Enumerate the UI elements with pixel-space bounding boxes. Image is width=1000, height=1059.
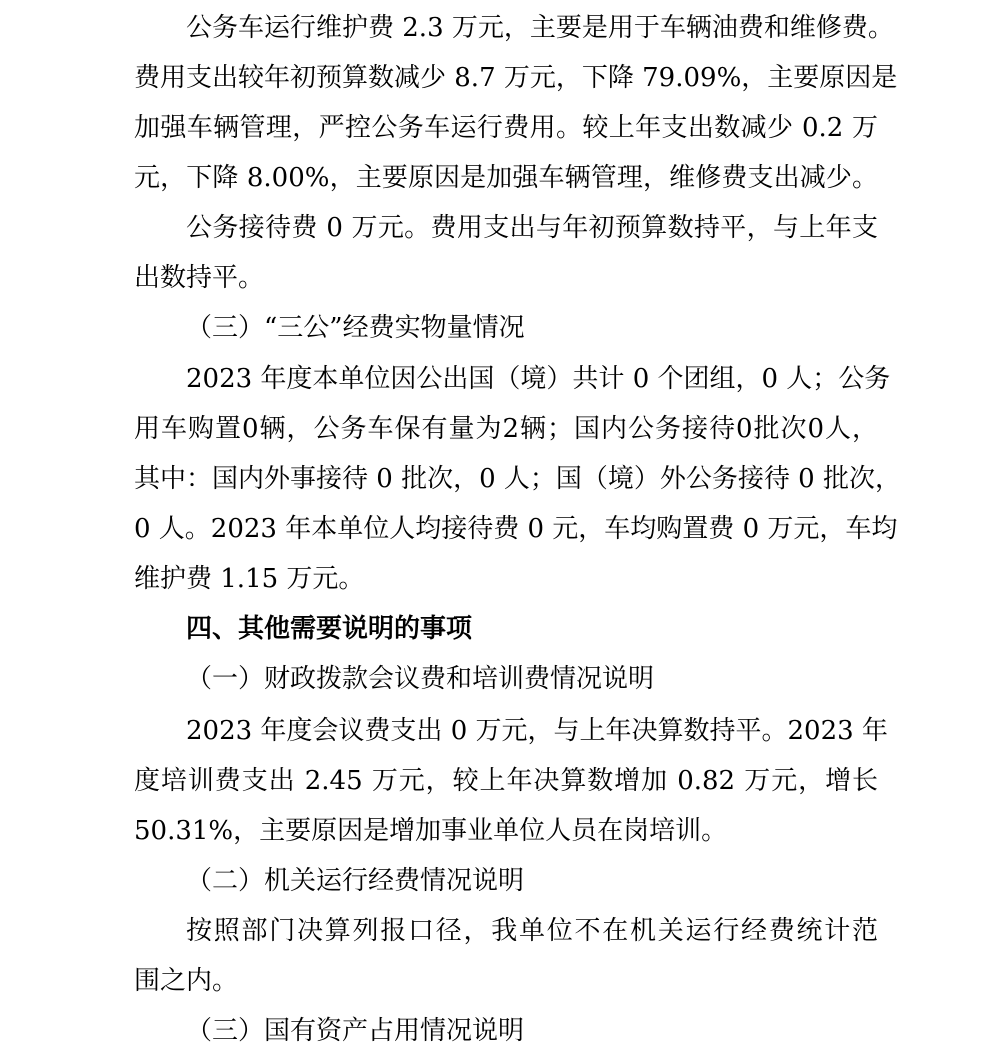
paragraph-line: 出数持平。: [134, 263, 265, 293]
paragraph-line: 50.31%，主要原因是增加事业单位人员在岗培训。: [134, 816, 728, 846]
section-subheading: （二）机关运行经费情况说明: [186, 866, 525, 896]
paragraph-line: 围之内。: [134, 966, 239, 996]
section-subheading: （一）财政拨款会议费和培训费情况说明: [186, 664, 655, 694]
section-subheading: （三）“三公”经费实物量情况: [186, 313, 525, 343]
paragraph-line: 2023 年度本单位因公出国（境）共计 0 个团组，0 人；公务: [186, 364, 891, 394]
paragraph-line: 维护费 1.15 万元。: [134, 564, 365, 594]
paragraph-line: 按照部门决算列报口径，我单位不在机关运行经费统计范: [186, 916, 878, 946]
paragraph-line: 0 人。2023 年本单位人均接待费 0 元，车均购置费 0 万元，车均: [134, 514, 898, 544]
paragraph-line: 其中：国内外事接待 0 批次，0 人；国（境）外公务接待 0 批次，: [134, 464, 901, 494]
paragraph-line: 费用支出较年初预算数减少 8.7 万元，下降 79.09%，主要原因是: [134, 63, 898, 93]
paragraph-line: 元，下降 8.00%，主要原因是加强车辆管理，维修费支出减少。: [134, 163, 878, 193]
paragraph-line: 用车购置0辆，公务车保有量为2辆；国内公务接待0批次0人，: [134, 414, 878, 444]
paragraph-line: 2023 年度会议费支出 0 万元，与上年决算数持平。2023 年: [186, 716, 888, 746]
section-heading: 四、其他需要说明的事项: [186, 614, 473, 644]
paragraph-line: 公务接待费 0 万元。费用支出与年初预算数持平，与上年支: [186, 213, 878, 243]
paragraph-line: 公务车运行维护费 2.3 万元，主要是用于车辆油费和维修费。: [186, 13, 894, 43]
section-subheading: （三）国有资产占用情况说明: [186, 1016, 525, 1046]
paragraph-line: 度培训费支出 2.45 万元，较上年决算数增加 0.82 万元，增长: [134, 766, 878, 796]
paragraph-line: 加强车辆管理，严控公务车运行费用。较上年支出数减少 0.2 万: [134, 113, 878, 143]
